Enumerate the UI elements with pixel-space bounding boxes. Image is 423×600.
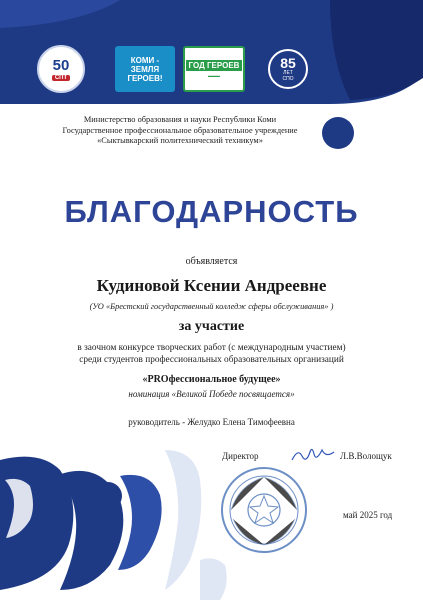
spo-85-logo	[266, 42, 310, 96]
nomination-text: номинация «Великой Победе посвящается»	[128, 389, 295, 399]
year-of-heroes-logo	[182, 42, 246, 96]
komi-heroes-logo	[114, 42, 176, 96]
participation-heading: за участие	[178, 319, 245, 334]
issue-date: май 2025 год	[343, 510, 393, 520]
official-seal-icon	[219, 465, 309, 555]
contest-line-1: в заочном конкурсе творческих работ (с международным участием)	[77, 343, 346, 353]
spt-emblem-icon	[37, 45, 85, 93]
komi-slogan: КОМИ - ЗЕМЛЯ ГЕРОЕВ!	[127, 55, 163, 83]
institution-name-line: «Сыктывкарский политехнический техникум»	[97, 136, 263, 145]
anniversary-ring-icon	[268, 49, 308, 89]
institution-type-line: Государственное профессиональное образовательное учреждение	[62, 125, 298, 135]
recipient-name: Кудиновой Ксении Андреевне	[96, 276, 327, 295]
director-label: Директор	[222, 451, 259, 461]
anniversary-sub: ЛЕТ СПО	[282, 70, 294, 82]
contest-line-2: среди студентов профессиональных образовательных организаций	[79, 355, 344, 365]
year-of-heroes-label: ГОД ГЕРОЕВ	[186, 60, 243, 71]
organization-header	[30, 115, 330, 147]
spt-label: СПТ	[52, 75, 70, 81]
ministry-line: Министерство образования и науки Республики Коми	[83, 115, 277, 124]
spt-logo	[34, 42, 88, 96]
announce-text: объявляется	[185, 256, 238, 267]
decorative-circle	[322, 117, 354, 149]
certificate-title: БЛАГОДАРНОСТЬ	[64, 194, 359, 229]
spt-anniversary-number: 50	[52, 56, 70, 74]
contest-description	[30, 342, 393, 366]
heroes-stripe-icon: ▬▬▬	[208, 73, 220, 78]
director-name: Л.В.Волощук	[340, 451, 392, 461]
project-title: «PROфессиональное будущее»	[142, 374, 281, 385]
bottom-decoration	[0, 440, 230, 600]
anniversary-number: 85	[280, 55, 296, 71]
supervisor-text: руководитель - Желудко Елена Тимофеевна	[128, 417, 295, 427]
recipient-institution: (УО «Брестский государственный колледж сферы обслуживания» )	[89, 302, 334, 311]
